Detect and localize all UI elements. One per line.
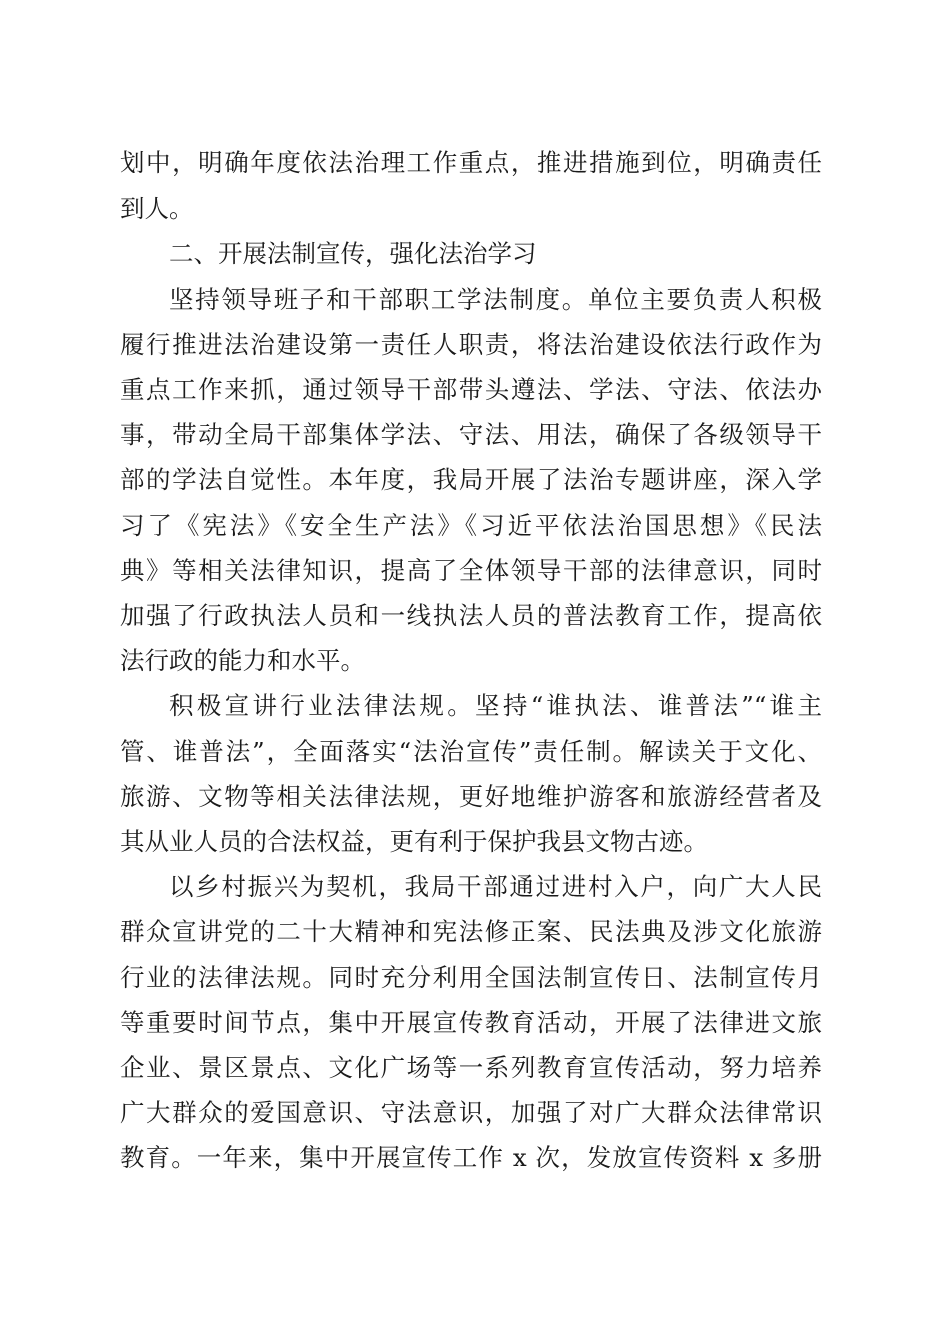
paragraph-text: 习了《宪法》《安全生产法》《习近平依法治国思想》《民法 <box>120 511 822 540</box>
paragraph-text: 等重要时间节点，集中开展宣传教育活动，开展了法律进文旅 <box>120 1008 822 1037</box>
paragraph-line <box>0 1138 950 1178</box>
paragraph-line <box>0 686 950 726</box>
paragraph-text: 重点工作来抓，通过领导干部带头遵法、学法、守法、依法办 <box>120 375 822 404</box>
paragraph-text: 法行政的能力和水平。 <box>120 646 365 675</box>
paragraph-text: 事，带动全局干部集体学法、守法、用法，确保了各级领导干 <box>120 420 822 449</box>
paragraph-text: 到人。 <box>120 194 194 223</box>
paragraph-text: 管、谁普法”，全面落实“法治宣传”责任制。解读关于文化、 <box>120 737 822 766</box>
paragraph-line <box>0 596 950 636</box>
paragraph-line <box>0 958 950 998</box>
paragraph-text: 行业的法律法规。同时充分利用全国法制宣传日、法制宣传月 <box>120 963 822 992</box>
section-heading-text: 二、开展法制宣传，强化法治学习 <box>169 239 537 268</box>
paragraph-text: 广大群众的爱国意识、守法意识，加强了对广大群众法律常识 <box>120 1098 822 1127</box>
paragraph-text: 部的学法自觉性。本年度，我局开展了法治专题讲座，深入学 <box>120 465 822 494</box>
paragraph-line <box>0 1048 950 1088</box>
paragraph-text: 其从业人员的合法权益，更有利于保护我县文物古迹。 <box>120 827 708 856</box>
paragraph-line <box>0 732 950 772</box>
paragraph-text: 积极宣讲行业法律法规。坚持“谁执法、谁普法”“谁主 <box>169 691 822 720</box>
paragraph-line <box>0 641 950 681</box>
paragraph-line <box>0 325 950 365</box>
section-heading <box>0 234 950 274</box>
paragraph-line <box>0 777 950 817</box>
paragraph-text: 群众宣讲党的二十大精神和宪法修正案、民法典及涉文化旅游 <box>120 917 822 946</box>
paragraph-text: 企业、景区景点、文化广场等一系列教育宣传活动，努力培养 <box>120 1053 822 1082</box>
paragraph-line <box>0 1093 950 1133</box>
paragraph-line <box>0 415 950 455</box>
paragraph-text: 划中，明确年度依法治理工作重点，推进措施到位，明确责任 <box>120 148 822 177</box>
paragraph-text: 典》等相关法律知识，提高了全体领导干部的法律意识，同时 <box>120 556 822 585</box>
paragraph-text: 教育。一年来，集中开展宣传工作 x 次，发放宣传资料 x 多册 <box>120 1143 822 1172</box>
paragraph-line <box>0 460 950 500</box>
paragraph-text: 加强了行政执法人员和一线执法人员的普法教育工作，提高依 <box>120 601 822 630</box>
paragraph-line <box>0 506 950 546</box>
paragraph-text: 履行推进法治建设第一责任人职责，将法治建设依法行政作为 <box>120 330 822 359</box>
paragraph-line <box>0 867 950 907</box>
paragraph-line <box>0 822 950 862</box>
paragraph-text: 以乡村振兴为契机，我局干部通过进村入户，向广大人民 <box>169 872 822 901</box>
paragraph-line <box>0 143 950 183</box>
paragraph-line <box>0 280 950 320</box>
paragraph-text: 坚持领导班子和干部职工学法制度。单位主要负责人积极 <box>169 285 822 314</box>
paragraph-line <box>0 189 950 229</box>
paragraph-line <box>0 370 950 410</box>
paragraph-line <box>0 912 950 952</box>
paragraph-line <box>0 551 950 591</box>
paragraph-text: 旅游、文物等相关法律法规，更好地维护游客和旅游经营者及 <box>120 782 822 811</box>
paragraph-line <box>0 1003 950 1043</box>
